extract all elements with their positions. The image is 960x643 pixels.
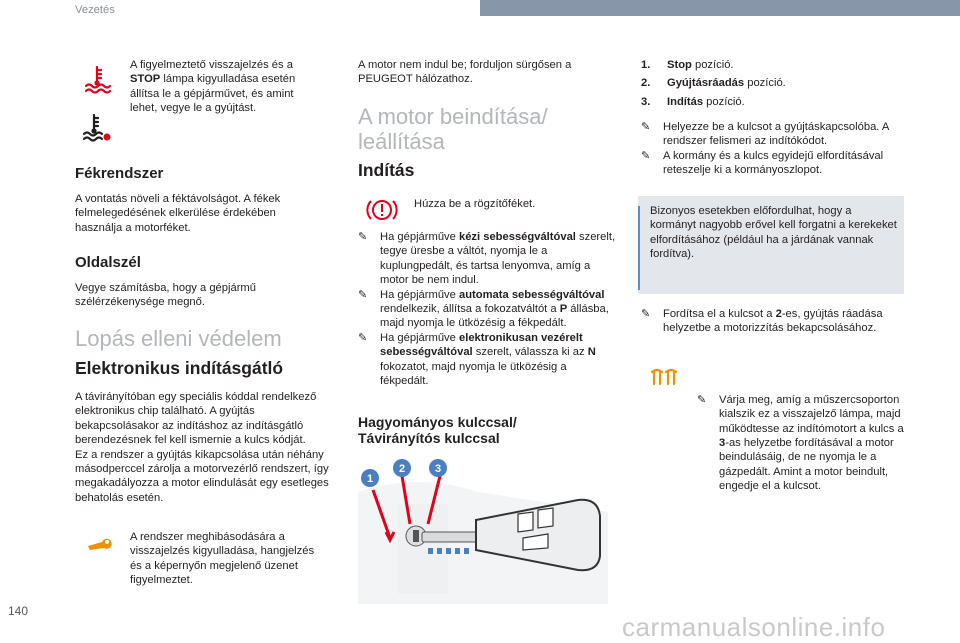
list-item: ✎ Helyezze be a kulcsot a gyújtáskapcsolóba. A rendszer felismeri az indítókódot. xyxy=(641,121,889,148)
warning-stop-text: A figyelmeztető visszajelzés és a STOP lámpa kigyulladása esetén állítsa le a gépjárművet, és amint lehet, vegye le a gyújtást. xyxy=(130,59,296,115)
wrench-icon xyxy=(86,534,114,557)
antitheft-heading: Lopás elleni védelem xyxy=(75,326,282,351)
watermark: carmanualsonline.info xyxy=(622,612,886,642)
immobilizer-heading: Elektronikus indításgátló xyxy=(75,358,284,378)
crosswind-text: Vegye számításba, hogy a gépjármű szélérzékenysége megnő. xyxy=(75,282,256,309)
parking-brake-icon xyxy=(366,196,398,229)
diagram-label-2: 2 xyxy=(398,463,406,475)
section-title: Vezetés xyxy=(75,4,115,16)
insert-key-list xyxy=(641,120,903,178)
list-item: ✎ Ha gépjárműve automata sebességváltóval rendelkezik, állítsa a fokozatváltót a P állásba, majd nyomja le ütközésig a fékpedált. xyxy=(358,288,609,330)
fault-text: A rendszer meghibásodására a visszajelzés kigyulladása, hangjelzés és a képernyőn megjelenő üzenet figyelmeztet. xyxy=(130,531,315,587)
info-icon xyxy=(638,206,640,290)
brake-heading: Fékrendszer xyxy=(75,165,164,182)
handbrake-text: Húzza be a rögzítőféket. xyxy=(414,198,536,210)
start-stop-heading: A motor beindítása/ leállítása xyxy=(358,104,548,154)
list-item: ✎ Ha gépjárműve kézi sebességváltóval szerelt, tegye üresbe a váltót, nyomja le a kuplungpedált, és tartsa lenyomva, amíg a motor be nem indul. xyxy=(358,231,616,287)
coolant-temp-icon xyxy=(82,112,112,147)
turn-key-text: ✎ Fordítsa el a kulcsot a 2-es, gyújtás ráadása helyzetbe a motorizzítás bekapcsolásához. xyxy=(641,308,883,335)
list-item: ✎ A kormány és a kulcs egyidejű elfordításával reteszelje ki a kormányoszlopot. xyxy=(641,149,884,177)
wait-text: ✎ Várja meg, amíg a műszercsoporton kialszik ez a visszajelző lámpa, majd működtesse az indítómotort a kulcs a 3-as helyzetbe fordításával a motor beindulásáig, de ne nyomja le a gázpedált. Amint a motor beindult, engedje el a kulcsot. xyxy=(697,393,904,493)
brake-text: A vontatás növeli a féktávolságot. A fékek felmelegedésének elkerülése érdekében használja a motorféket. xyxy=(75,193,281,234)
position-list xyxy=(641,58,901,109)
start-heading: Indítás xyxy=(358,160,415,180)
intro-text: A motor nem indul be; forduljon sürgősen a PEUGEOT hálózathoz. xyxy=(358,59,572,86)
diagram-label-3: 3 xyxy=(434,463,442,475)
list-item: 3. Indítás pozíció. xyxy=(641,95,745,108)
ignition-diagram xyxy=(358,452,608,604)
glow-plug-icon xyxy=(650,368,678,393)
coolant-warning-icon xyxy=(82,64,112,99)
key-heading: Hagyományos kulccsal/ Távirányítós kulccsal xyxy=(358,414,517,446)
list-item: ✎ Ha gépjárműve elektronikusan vezérelt sebességváltóval szerelt, válassza ki az N fokozatot, majd nyomja le ütközésig a fékpedált. xyxy=(358,331,596,388)
gearbox-list xyxy=(358,230,618,388)
info-box xyxy=(638,196,904,294)
diagram-label-1: 1 xyxy=(366,473,374,485)
list-item: 2. Gyújtásráadás pozíció. xyxy=(641,77,786,90)
list-item: 1. Stop pozíció. xyxy=(641,59,734,71)
immobilizer-text: A távirányítóban egy speciális kóddal rendelkező elektronikus chip található. A gyújtás bekapcsolásakor az indításhoz az indításgátló berendezésnek fel kell ismernie a kulcs kódját. Ez a rendszer a gyújtás kikapcsolása után néhány másodperccel zárolja a motorvezérlő rendszert, így megakadályozza a motor elindulását egy esetleges behatolás esetén. xyxy=(75,391,329,504)
info-text: Bizonyos esetekben előfordulhat, hogy a kormányt nagyobb erővel kell forgatni a kerekeket elfordításához (például ha a járdának vannak fordítva). xyxy=(650,205,897,261)
header-bar xyxy=(480,0,960,16)
crosswind-heading: Oldalszél xyxy=(75,254,141,271)
page-number: 140 xyxy=(8,604,29,618)
